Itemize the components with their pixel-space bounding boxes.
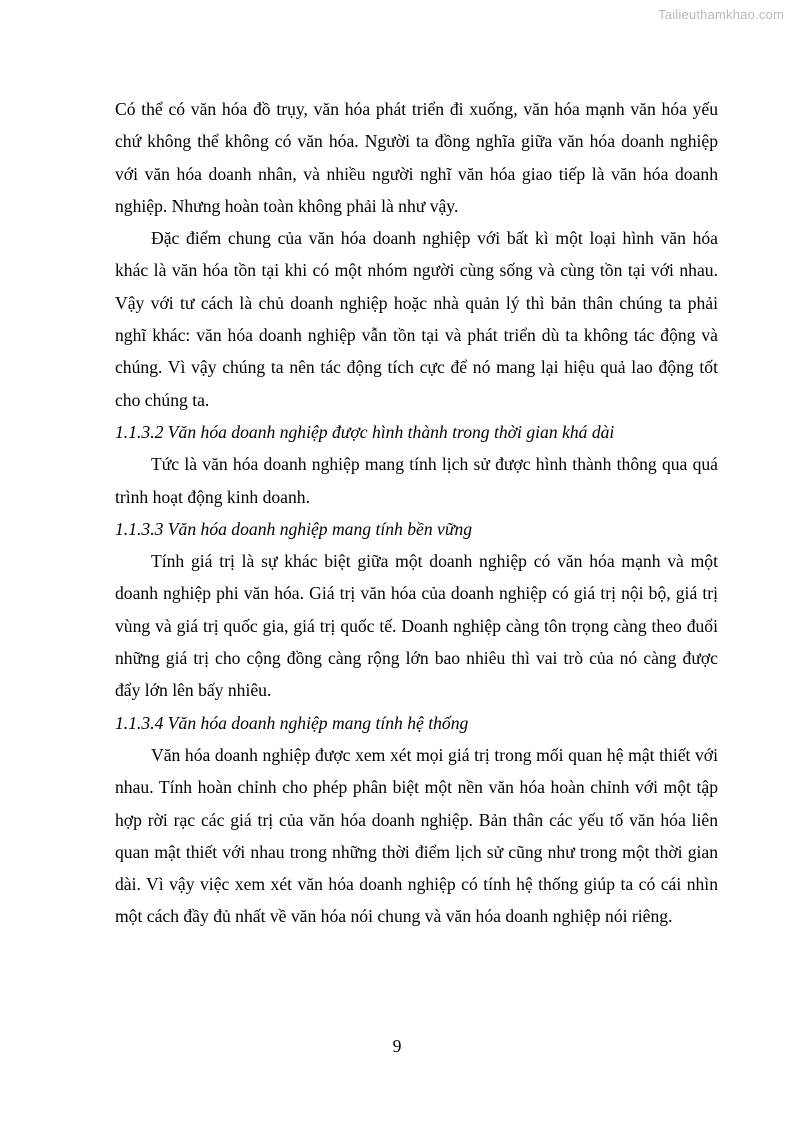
paragraph-1: Có thể có văn hóa đồ trụy, văn hóa phát triển đi xuống, văn hóa mạnh văn hóa yếu chứ không thể không có văn hóa. Người ta đồng nghĩa giữa văn hóa doanh nghiệp với văn hóa doanh nhân, và nhiều người nghĩ văn hóa giao tiếp là văn hóa doanh nghiệp. Nhưng hoàn toàn không phải là như vậy. [115, 99, 718, 216]
paragraph-4: Tính giá trị là sự khác biệt giữa một doanh nghiệp có văn hóa mạnh và một doanh nghiệp phi văn hóa. Giá trị văn hóa của doanh nghiệp có giá trị nội bộ, giá trị vùng và giá trị quốc gia, giá trị quốc tế. Doanh nghiệp càng tôn trọng càng theo đuổi những giá trị cho cộng đồng càng rộng lớn bao nhiêu thì vai trò của nó càng được đẩy lớn lên bấy nhiêu. [115, 551, 718, 701]
section-heading-1-1-3-3: 1.1.3.3 Văn hóa doanh nghiệp mang tính bền vững [115, 518, 473, 539]
paragraph-2: Đặc điểm chung của văn hóa doanh nghiệp với bất kì một loại hình văn hóa khác là văn hóa tồn tại khi có một nhóm người cùng sống và cùng tồn tại với nhau. Vậy với tư cách là chủ doanh nghiệp hoặc nhà quản lý thì bản thân chúng ta phải nghĩ khác: văn hóa doanh nghiệp vẫn tồn tại và phát triển dù ta không tác động và chúng. Vì vậy chúng ta nên tác động tích cực để nó mang lại hiệu quả lao động tốt cho chúng ta. [115, 228, 718, 410]
section-heading-1-1-3-4: 1.1.3.4 Văn hóa doanh nghiệp mang tính hệ thống [115, 712, 469, 733]
paragraph-5: Văn hóa doanh nghiệp được xem xét mọi giá trị trong mối quan hệ mật thiết với nhau. Tính hoàn chỉnh cho phép phân biệt một nền văn hóa hoàn chỉnh với một tập hợp rời rạc các giá trị của văn hóa doanh nghiệp. Bản thân các yếu tố văn hóa liên quan mật thiết với nhau trong những thời điểm lịch sử cũng như trong một thời gian dài. Vì vậy việc xem xét văn hóa doanh nghiệp có tính hệ thống giúp ta có cái nhìn một cách đầy đủ nhất về văn hóa nói chung và văn hóa doanh nghiệp nói riêng. [115, 744, 718, 927]
document-body [115, 93, 718, 933]
paragraph-3: Tức là văn hóa doanh nghiệp mang tính lịch sử được hình thành thông qua quá trình hoạt động kinh doanh. [115, 454, 718, 507]
page-number: 9 [392, 1036, 402, 1056]
section-heading-1-1-3-2: 1.1.3.2 Văn hóa doanh nghiệp được hình thành trong thời gian khá dài [115, 421, 615, 442]
watermark: Tailieuthamkhao.com [658, 7, 784, 22]
